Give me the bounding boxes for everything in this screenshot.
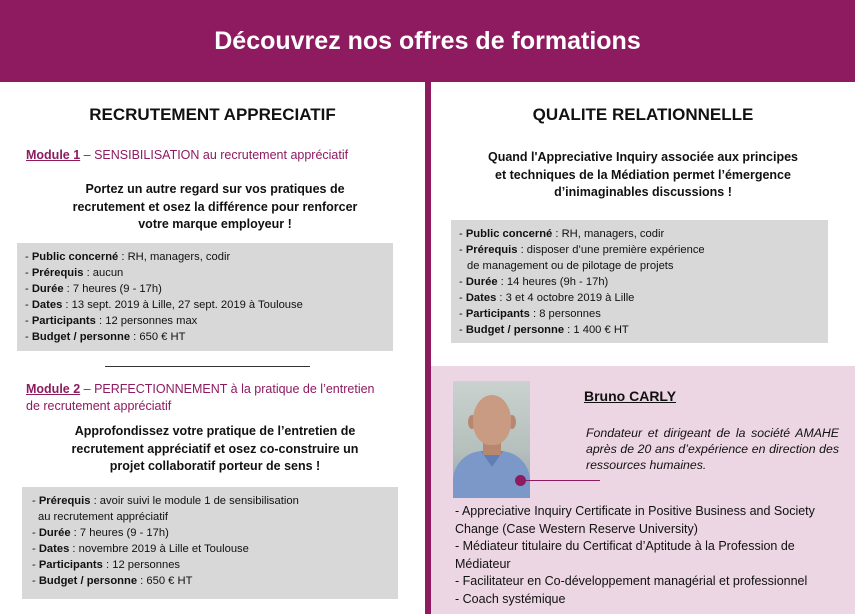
detail-row: au recrutement appréciatif [38,511,168,523]
credential-item: - Coach systémique [455,591,566,606]
detail-row: - Budget / personne : 650 € HT [32,575,193,587]
right-column-title: QUALITE RELATIONNELLE [532,105,754,124]
module-1-details [17,243,393,351]
detail-row: - Public concerné : RH, managers, codir [25,251,231,263]
module-2-subtitle-cont: de recrutement appréciatif [26,399,172,413]
module-2-subtitle: – PERFECTIONNEMENT à la pratique de l’entretien [80,382,375,396]
lead-line: recrutement appréciatif et osez co-construire un [71,441,359,456]
detail-row: - Durée : 14 heures (9h - 17h) [459,276,609,288]
lead-line: votre marque employeur ! [138,217,292,231]
credential-item: - Appreciative Inquiry Certificate in Positive Business and Society Change (Case Western Reserve University) [455,504,815,536]
left-column-title: RECRUTEMENT APPRECIATIF [89,105,336,124]
module-1-lead [20,181,410,234]
detail-row: - Durée : 7 heures (9 - 17h) [25,283,162,295]
page-title: Découvrez nos offres de formations [214,26,641,55]
lead-line: Approfondissez votre pratique de l’entretien de [74,424,356,438]
lead-line: d’inimaginables discussions ! [554,185,732,199]
accent-dot [515,475,526,486]
lead-line: Portez un autre regard sur vos pratiques de [85,182,345,196]
module-separator [105,366,310,367]
detail-row: - Budget / personne : 1 400 € HT [459,324,629,336]
right-lead [440,149,846,202]
detail-row: - Dates : novembre 2019 à Lille et Toulouse [32,543,249,555]
detail-row: - Durée : 7 heures (9 - 17h) [32,527,169,539]
credential-item: - Facilitateur en Co-développement managérial et professionnel [455,574,808,588]
lead-line: et techniques de la Médiation permet l’émergence [495,167,791,182]
lead-line: Quand l'Appreciative Inquiry associée aux principes [487,150,799,164]
detail-row: - Participants : 12 personnes [32,559,181,571]
trainer-credentials [455,503,847,608]
detail-row: - Public concerné : RH, managers, codir [459,228,665,240]
credential-item: - Médiateur titulaire du Certificat d’Aptitude à la Profession de Médiateur [455,539,795,571]
detail-row: - Budget / personne : 650 € HT [25,331,186,343]
lead-line: recrutement et osez la différence pour renforcer [72,199,358,214]
detail-row: - Prérequis : disposer d’une première expérience [459,244,705,256]
right-details [451,220,828,343]
module-2-heading [26,381,416,415]
detail-row: - Dates : 3 et 4 octobre 2019 à Lille [459,292,635,304]
module-2-details [22,487,398,599]
module-1-heading [26,147,416,164]
trainer-name: Bruno CARLY [584,388,677,404]
module-1-label: Module 1 [26,148,81,162]
module-2-label: Module 2 [26,382,81,396]
detail-row: - Participants : 8 personnes [459,308,601,320]
module-2-lead [20,423,410,476]
module-1-subtitle: – SENSIBILISATION au recrutement appréciatif [80,148,349,162]
detail-row: - Participants : 12 personnes max [25,315,198,327]
detail-row: - Dates : 13 sept. 2019 à Lille, 27 sept. 2019 à Toulouse [25,299,303,311]
detail-row: - Prérequis : avoir suivi le module 1 de sensibilisation [32,495,299,507]
detail-row: de management ou de pilotage de projets [467,260,674,272]
detail-row: - Prérequis : aucun [25,267,124,279]
page-header [0,0,855,82]
lead-line: projet collaboratif porteur de sens ! [109,459,321,473]
trainer-bio: Fondateur et dirigeant de la société AMAHE après de 20 ans d’expérience en direction des ressources humaines. [586,426,839,472]
accent-line [520,480,600,481]
